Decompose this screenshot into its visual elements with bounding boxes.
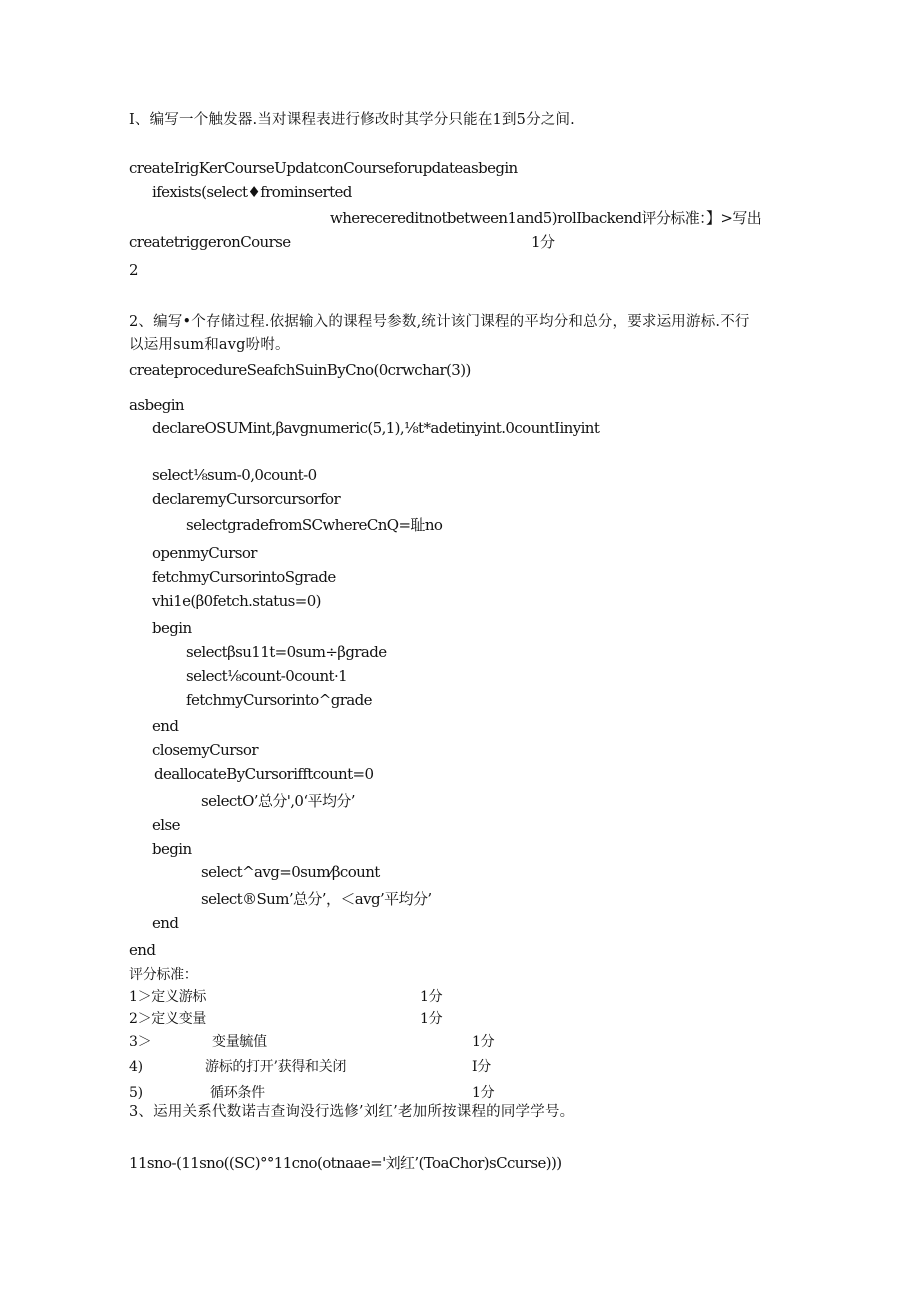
q2-code-line: closemyCursor — [152, 741, 258, 759]
grading-item-number: 4) — [129, 1059, 143, 1075]
q2-code-line: begin — [152, 619, 192, 637]
q2-code-line: deallocateByCursorifftcount=0 — [154, 765, 374, 783]
q2-code-line: else — [152, 816, 180, 834]
q1-score: 1分 — [531, 233, 555, 251]
q2-code-line: selectO’总分',0‘平均分’ — [201, 792, 355, 810]
q2-code-line: end — [152, 717, 179, 735]
grading-item-score: 1分 — [420, 989, 443, 1005]
q1-score-value: 2 — [129, 261, 138, 279]
grading-item-score: 1分 — [472, 1034, 495, 1050]
grading-item-score: 1分 — [472, 1085, 495, 1101]
q1-code-line: createtriggeronCourse — [129, 233, 291, 251]
q1-code-line: wherecereditnotbetween1and5)rolIbackend评分标准：】>写出 — [330, 209, 762, 227]
q3-expression: 11sno-(11sno((SC)°°11cno(otnaae='刘红’(ToaChor)sCcurse))) — [129, 1154, 562, 1172]
q2-code-line: begin — [152, 840, 192, 858]
q2-code-line: select^avg=0sum⁄βcount — [201, 863, 380, 881]
q2-code-line: selectgradefromSCwhereCnQ=耻no — [186, 516, 443, 534]
q2-code-line: selectβsu11t=0sum÷βgrade — [186, 643, 387, 661]
q1-code-line: ifexists(select♦frominserted — [152, 183, 352, 201]
grading-item-score: I分 — [472, 1059, 491, 1075]
q2-code-line: fetchmyCursorinto^grade — [186, 691, 372, 709]
q3-title: 3、运用关系代数诺吉查询没行选修’刘红’老加所按课程的同学学号。 — [129, 1104, 575, 1120]
q2-code-line: declaremyCursorcursorfor — [152, 490, 341, 508]
q1-title: I、编写一个触发器.当对课程表进行修改时其学分只能在1到5分之间. — [129, 112, 575, 128]
q2-code-line: select⅛sum-0,0count-0 — [152, 466, 317, 484]
grading-item-text: 变量毓值 — [212, 1034, 267, 1050]
grading-item-score: 1分 — [420, 1011, 443, 1027]
q2-code-line: end — [152, 914, 179, 932]
q2-code-line: fetchmyCursorintoSgrade — [152, 568, 336, 586]
grading-item-number: 2＞定义变量 — [129, 1011, 207, 1027]
q2-code-line: select®Sum’总分’，＜avg’平均分’ — [201, 890, 432, 908]
q2-code-line: select⅛count-0count·1 — [186, 667, 348, 685]
q2-code-line: createprocedureSeafchSuinByCno(0crwchar(3)) — [129, 361, 471, 379]
q2-code-line: end — [129, 941, 156, 959]
q2-title-line1: 2、编写•个存储过程.依据输入的课程号参数,统计该门课程的平均分和总分，要求运用游标.不行 — [129, 314, 750, 330]
grading-item-number: 1＞定义游标 — [129, 989, 207, 1005]
q2-code-line: declareOSUMint,βavgnumeric(5,1),⅛t*adetinyint.0countIinyint — [152, 419, 600, 437]
q1-code-line: createIrigKerCourseUpdatconCourseforupdateasbegin — [129, 159, 518, 177]
grading-title: 评分标准： — [129, 967, 198, 983]
grading-item-number: 3＞ — [129, 1034, 152, 1050]
grading-item-text: 循环条件 — [210, 1085, 265, 1101]
q2-code-line: openmyCursor — [152, 544, 257, 562]
q2-code-line: vhi1e(β0fetch.status=0) — [152, 592, 321, 610]
grading-item-text: 游标的打开’获得和关闭 — [205, 1059, 347, 1075]
q2-title-line2: 以运用sum和avg吩咐。 — [129, 337, 290, 353]
q2-code-line: asbegin — [129, 396, 184, 414]
grading-item-number: 5) — [129, 1085, 143, 1101]
